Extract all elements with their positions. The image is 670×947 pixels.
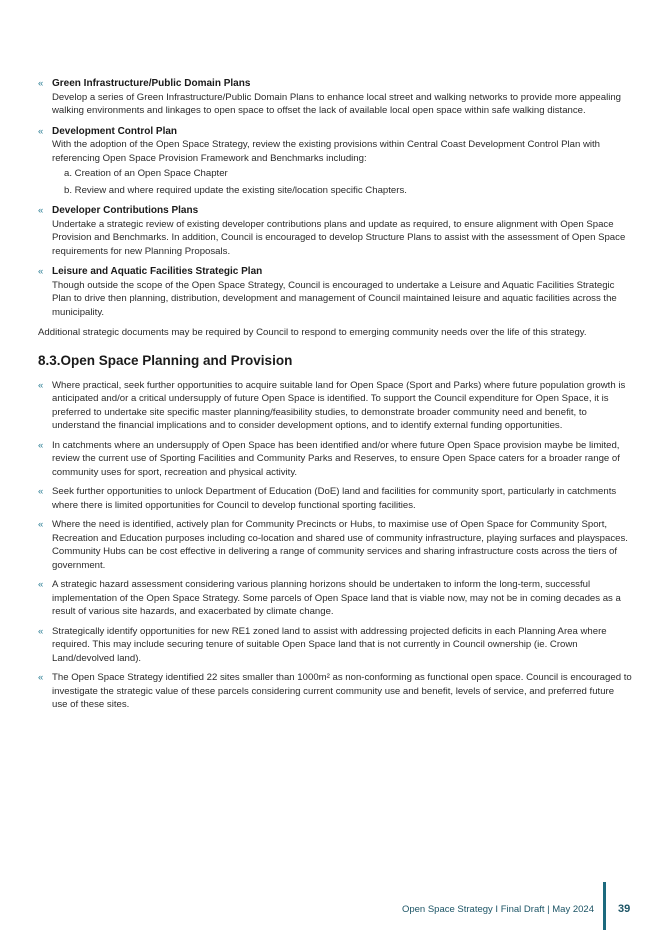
- list-item: [38, 518, 632, 572]
- plan-text: Though outside the scope of the Open Space Strategy, Council is encouraged to undertake a Leisure and Aquatic Facilities Strategic Plan to drive then planning, distribution, development and management of Council maintained leisure and aquatic facilities across the municipality.: [52, 279, 617, 318]
- plan-title: « Developer Contributions Plans: [52, 205, 199, 216]
- bullet-text: « The Open Space Strategy identified 22 sites smaller than 1000m² as non-conforming as functional open space. Council is encouraged to investigate the strategic value of these parcels considering current community use and benefit, levels of service, and preferred future use of these sites.: [52, 672, 632, 710]
- plan-text: Undertake a strategic review of existing developer contributions plans and update as required, to ensure alignment with Open Space Provision and Benchmarks. In addition, Council is encouraged to develop Structure Plans to assist with the assessment of Open Space requirements for new Planning Proposals.: [52, 218, 626, 257]
- list-item: [38, 671, 632, 712]
- list-item: [38, 485, 632, 512]
- bullet-text: « Strategically identify opportunities for new RE1 zoned land to assist with addressing projected deficits in each Planning Area where required. This may include securing tenure of suitable Open Space land that is not currently in Council ownership (ie. Crown Land/devolved land).: [52, 625, 607, 664]
- plan-text: With the adoption of the Open Space Strategy, review the existing provisions within Central Coast Development Control Plan with referencing Open Space Provision Framework and Benchmarks including:: [52, 139, 601, 164]
- list-item: [38, 77, 632, 118]
- plans-list: [38, 77, 632, 319]
- bullet-text: « Seek further opportunities to unlock Department of Education (DoE) land and facilities for community sport, particularly in catchments where there is limited opportunities for Council to develop functional sporting facilities.: [52, 486, 617, 511]
- bullet-text: « Where the need is identified, actively plan for Community Precincts or Hubs, to maximise use of Open Space for Community Sport, Recreation and Education purposes including co-location and shared use of community infrastructure, playing surfaces and playspaces. Community Hubs can be cost effective in delivering a range of community services and sharing infrastructure costs across the tiers of government.: [52, 519, 628, 571]
- bullet-text: « Where practical, seek further opportunities to acquire suitable land for Open Space (Sport and Parks) where future population growth is anticipated and/or a critical undersupply of future Open Space is identified. To support the Council expenditure for Open Space, it is preferred to undertake site specific master planning/feasibility studies, to demonstrate broader community need and benefit, to understand the financial implications and to consider development options, and to identify external funding opportunities.: [52, 379, 626, 431]
- plan-title: « Green Infrastructure/Public Domain Plans: [52, 78, 251, 89]
- list-item: [38, 125, 632, 198]
- list-item: [38, 204, 632, 258]
- bullet-text: « A strategic hazard assessment considering various planning horizons should be undertaken to inform the long-term, successful implementation of the Open Space Strategy. Some parcels of Open Space land that is viable now, may not be in coming decades as a result of various site hazards, and exacerbated by climate change.: [52, 579, 621, 617]
- plan-title: « Development Control Plan: [52, 125, 178, 137]
- plan-sublist: [52, 167, 632, 197]
- list-item: [38, 578, 632, 619]
- page-number: 39: [618, 903, 631, 915]
- bullet-text: « In catchments where an undersupply of Open Space has been identified and/or where future Open Space provision maybe be limited, review the current use of Sporting Facilities and Community Parks and Reserves, to ensure Open Space caters for a broader range of community uses for sport, recreation and physical activity.: [52, 439, 620, 478]
- sublist-item: a. Creation of an Open Space Chapter: [64, 168, 228, 179]
- section-bullets: [38, 379, 632, 712]
- plan-title: « Leisure and Aquatic Facilities Strategic Plan: [52, 266, 263, 277]
- list-item: [38, 625, 632, 666]
- page-footer: [0, 870, 670, 930]
- additional-paragraph: Additional strategic documents may be required by Council to respond to emerging community needs over the life of this strategy.: [38, 327, 587, 338]
- list-item: [38, 379, 632, 433]
- footer-title: Open Space Strategy I Final Draft | May 2024: [401, 904, 594, 915]
- footer-divider: [603, 882, 606, 930]
- list-item: [38, 439, 632, 480]
- plan-text: Develop a series of Green Infrastructure/Public Domain Plans to enhance local street and walking networks to provide more appealing walking environments and linkages to open space to offset the lack of available local open space within safe walking distance.: [52, 91, 622, 116]
- page-content: [38, 77, 632, 718]
- section-heading: 8.3.Open Space Planning and Provision: [38, 352, 293, 368]
- list-item: [38, 265, 632, 319]
- sublist-item: b. Review and where required update the existing site/location specific Chapters.: [64, 184, 407, 196]
